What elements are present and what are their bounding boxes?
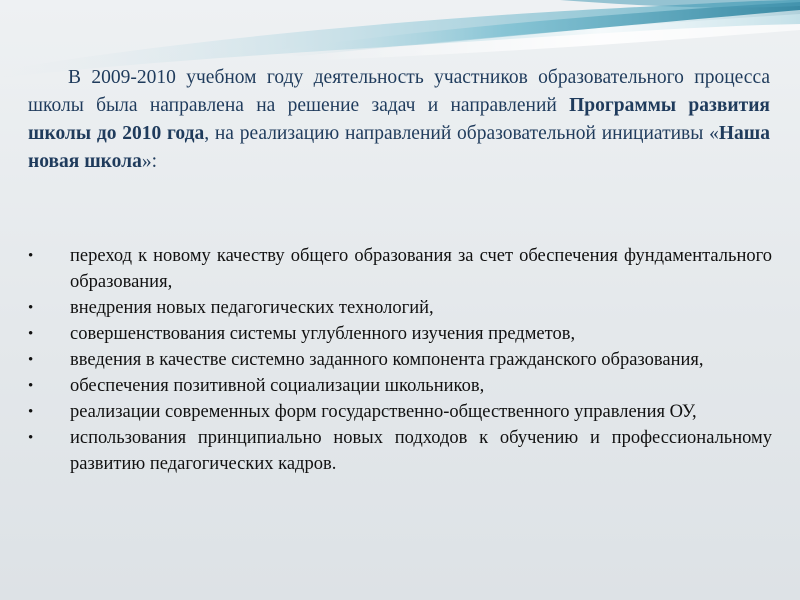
bullet-text: переход к новому качеству общего образования за счет обеспечения фундаментального образования,	[70, 246, 772, 292]
bullet-icon: •	[28, 352, 34, 368]
bullet-text: обеспечения позитивной социализации школьников,	[70, 376, 485, 396]
list-item	[28, 243, 772, 295]
bullet-icon: •	[28, 378, 34, 394]
bullet-icon: •	[28, 430, 34, 446]
bullet-icon: •	[28, 326, 34, 342]
bullet-text: внедрения новых педагогических технологий,	[70, 298, 434, 318]
list-item	[28, 373, 772, 399]
bullet-icon: •	[28, 300, 34, 316]
bullet-text: совершенствования системы углубленного изучения предметов,	[70, 324, 576, 344]
list-item	[28, 295, 772, 321]
list-item	[28, 347, 772, 373]
swoosh-top-edge	[560, 0, 800, 8]
bullet-text: введения в качестве системно заданного компонента гражданского образования,	[70, 350, 704, 370]
intro-text-1: В 2009-2010 учебном году деятельность участников образовательного процесса школы была направлена на решение задач и направлений	[28, 67, 770, 116]
bullet-text: реализации современных форм государственно-общественного управления ОУ,	[70, 402, 697, 422]
list-item	[28, 425, 772, 477]
intro-paragraph	[28, 64, 770, 176]
list-item	[28, 399, 772, 425]
bullet-text: использования принципиально новых подходов к обучению и профессиональному развитию педагогических кадров.	[70, 428, 772, 474]
bullet-icon: •	[28, 248, 34, 264]
bullet-icon: •	[28, 404, 34, 420]
initiative-title: Наша новая школа	[28, 123, 771, 172]
intro-text-3: »:	[141, 151, 158, 172]
list-item	[28, 321, 772, 347]
bullet-list	[28, 243, 772, 477]
intro-text-2: , на реализацию направлений образовательной инициативы «	[204, 123, 719, 144]
program-title: Программы развития школы до 2010 года	[28, 95, 770, 144]
